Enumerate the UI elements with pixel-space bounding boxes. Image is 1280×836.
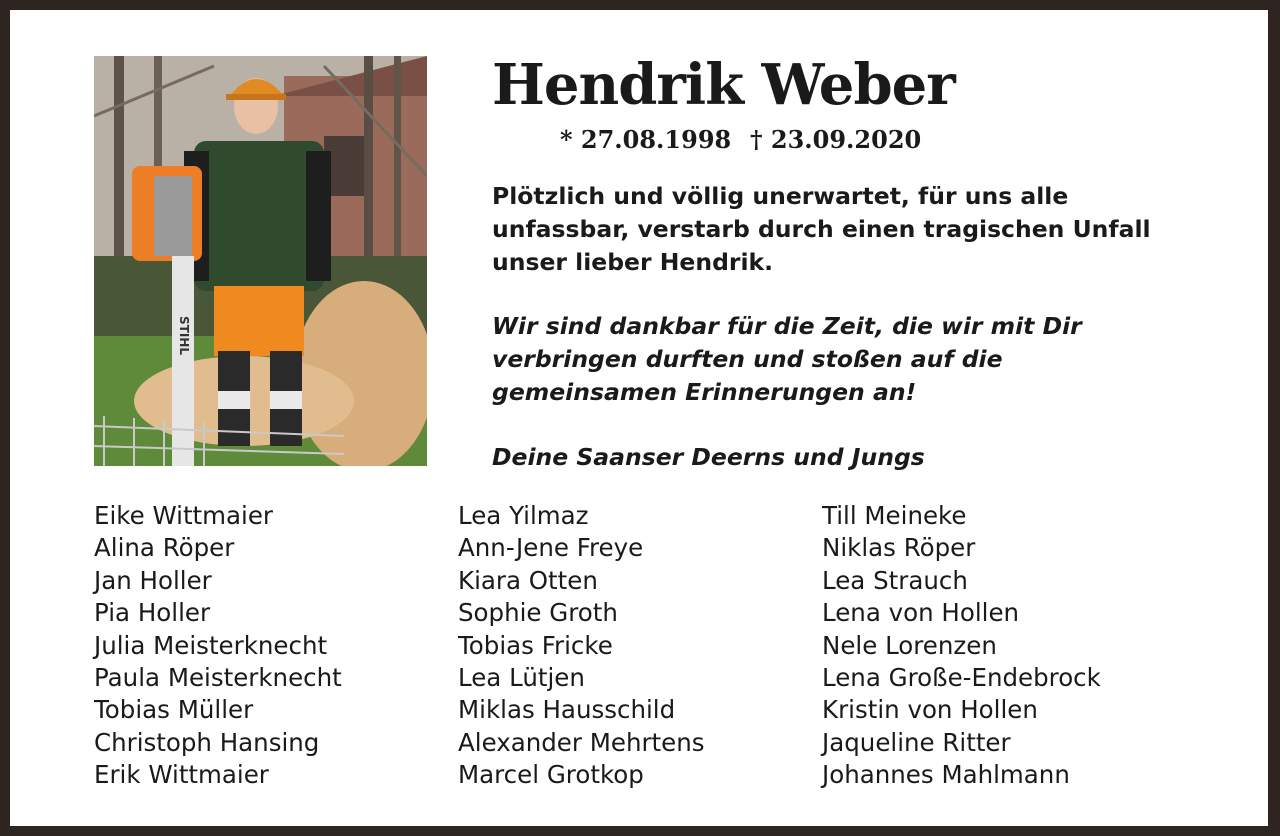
mourner-name: Pia Holler (94, 598, 211, 628)
mourner-name: Lea Strauch (822, 565, 968, 595)
death-date: † 23.09.2020 (750, 125, 922, 154)
birth-date: * 27.08.1998 (560, 125, 732, 154)
announcement-text (492, 180, 1151, 279)
mourner-name: Lena von Hollen (822, 598, 1020, 628)
mourner-name: Jaqueline Ritter (822, 727, 1011, 757)
gratitude-text (492, 310, 1082, 409)
mourner-name: Sophie Groth (458, 598, 618, 628)
mourner-name: Ann-Jene Freye (458, 533, 644, 563)
mourner-name: Alina Röper (94, 533, 235, 563)
mourner-name: Till Meineke (822, 501, 967, 530)
mourner-name: Erik Wittmaier (94, 760, 269, 790)
mourner-name: Tobias Müller (94, 695, 254, 725)
mourner-list-column-2 (458, 500, 705, 792)
mourner-name: Jan Holler (94, 565, 212, 595)
mourner-name: Tobias Fricke (458, 630, 613, 660)
mourner-name: Niklas Röper (822, 533, 976, 563)
mourner-name: Nele Lorenzen (822, 630, 997, 660)
mourner-list-column-1 (94, 500, 342, 792)
announcement-line: unser lieber Hendrik. (492, 248, 774, 276)
mourner-name: Johannes Mahlmann (822, 760, 1070, 790)
gratitude-line: Wir sind dankbar für die Zeit, die wir mit Dir (492, 312, 1082, 340)
mourner-name: Christoph Hansing (94, 727, 320, 757)
mourner-name: Miklas Hausschild (458, 695, 676, 725)
announcement-line: Plötzlich und völlig unerwartet, für uns alle (492, 182, 1069, 210)
mourner-list-column-3 (822, 500, 1101, 792)
gratitude-line: gemeinsamen Erinnerungen an! (492, 378, 917, 406)
portrait-photo (94, 56, 427, 466)
mourner-name: Marcel Grotkop (458, 760, 644, 790)
portrait-illustration (94, 56, 427, 466)
gratitude-line: verbringen durften und stoßen auf die (492, 345, 1003, 373)
mourner-name: Kristin von Hollen (822, 695, 1038, 725)
mourner-name: Kiara Otten (458, 565, 598, 595)
chainsaw-brand-text: STIHL (177, 316, 191, 355)
mourner-name: Lena Große-Endebrock (822, 662, 1101, 692)
deceased-name: Hendrik Weber (492, 52, 955, 118)
mourner-name: Alexander Mehrtens (458, 727, 705, 757)
mourner-name: Lea Yilmaz (458, 501, 589, 530)
announcement-line: unfassbar, verstarb durch einen tragischen Unfall (492, 215, 1151, 243)
mourner-name: Eike Wittmaier (94, 501, 274, 530)
signature: Deine Saanser Deerns und Jungs (492, 443, 925, 471)
mourner-name: Paula Meisterknecht (94, 662, 342, 692)
mourner-name: Lea Lütjen (458, 662, 585, 692)
mourner-name: Julia Meisterknecht (94, 630, 328, 660)
obituary-card (10, 10, 1268, 826)
